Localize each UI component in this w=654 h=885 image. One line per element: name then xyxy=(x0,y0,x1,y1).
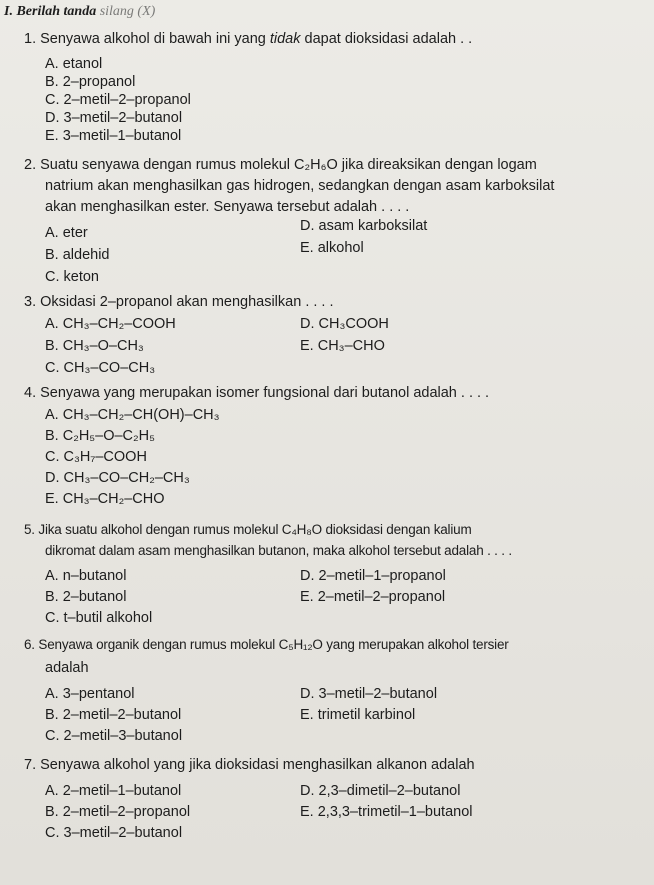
question-5-option-d: D. 2–metil–1–propanol xyxy=(300,568,446,584)
question-6-stem-line-2: adalah xyxy=(45,660,89,676)
section-header xyxy=(4,4,155,20)
question-7-option-e: E. 2,3,3–trimetil–1–butanol xyxy=(300,804,473,820)
question-2-option-c: C. keton xyxy=(45,269,99,285)
question-4-stem: 4. Senyawa yang merupakan isomer fungsional dari butanol adalah . . . . xyxy=(24,385,490,401)
question-6-option-b: B. 2–metil–2–butanol xyxy=(45,707,182,723)
question-3-option-e: E. CH₃–CHO xyxy=(300,338,385,354)
question-5-option-e: E. 2–metil–2–propanol xyxy=(300,589,446,605)
question-1-emphasis: tidak xyxy=(269,31,301,47)
question-5-stem-line-2: dikromat dalam asam menghasilkan butanon, maka alkohol tersebut adalah . . . . xyxy=(45,543,512,558)
question-1-option-e: E. 3–metil–1–butanol xyxy=(45,128,182,144)
question-4-option-e: E. CH₃–CH₂–CHO xyxy=(45,491,165,507)
question-3-option-d: D. CH₃COOH xyxy=(300,316,389,332)
question-7-option-a: A. 2–metil–1–butanol xyxy=(45,783,182,799)
question-2-stem-line-1: 2. Suatu senyawa dengan rumus molekul C₂H₆O jika direaksikan dengan logam xyxy=(24,157,537,173)
question-2-option-e: E. alkohol xyxy=(300,240,364,256)
question-1-option-b: B. 2–propanol xyxy=(45,74,136,90)
question-5-stem-line-1: 5. Jika suatu alkohol dengan rumus molekul C₄H₈O dioksidasi dengan kalium xyxy=(24,522,472,537)
question-3-stem: 3. Oksidasi 2–propanol akan menghasilkan . . . . xyxy=(24,294,334,310)
question-5-option-b: B. 2–butanol xyxy=(45,589,127,605)
question-6-option-a: A. 3–pentanol xyxy=(45,686,135,702)
question-4-option-d: D. CH₃–CO–CH₂–CH₃ xyxy=(45,470,190,486)
question-7-stem: 7. Senyawa alkohol yang jika dioksidasi menghasilkan alkanon adalah xyxy=(24,757,475,773)
question-4-option-a: A. CH₃–CH₂–CH(OH)–CH₃ xyxy=(45,407,220,423)
question-6-option-d: D. 3–metil–2–butanol xyxy=(300,686,438,702)
question-4-option-c: C. C₃H₇–COOH xyxy=(45,449,147,465)
question-7-option-d: D. 2,3–dimetil–2–butanol xyxy=(300,783,461,799)
question-6-option-e: E. trimetil karbinol xyxy=(300,707,416,723)
question-2-stem-line-2: natrium akan menghasilkan gas hidrogen, sedangkan dengan asam karboksilat xyxy=(45,178,555,194)
question-3-option-c: C. CH₃–CO–CH₃ xyxy=(45,360,156,376)
question-3-option-b: B. CH₃–O–CH₃ xyxy=(45,338,144,354)
question-5-option-a: A. n–butanol xyxy=(45,568,127,584)
question-7-option-b: B. 2–metil–2–propanol xyxy=(45,804,191,820)
question-6-option-c: C. 2–metil–3–butanol xyxy=(45,728,183,744)
question-1-stem: 1. Senyawa alkohol di bawah ini yang tidak dapat dioksidasi adalah . . xyxy=(24,31,473,47)
section-title-faded: silang (X) xyxy=(99,4,156,19)
question-4-option-b: B. C₂H₅–O–C₂H₅ xyxy=(45,428,155,444)
question-1-option-a: A. etanol xyxy=(45,56,103,72)
question-6-stem-line-1: 6. Senyawa organik dengan rumus molekul C₅H₁₂O yang merupakan alkohol tersier xyxy=(24,637,509,652)
question-3-option-a: A. CH₃–CH₂–COOH xyxy=(45,316,176,332)
question-1-option-d: D. 3–metil–2–butanol xyxy=(45,110,183,126)
section-title: I. Berilah tanda xyxy=(4,4,97,19)
question-5-option-c: C. t–butil alkohol xyxy=(45,610,153,626)
question-1-option-c: C. 2–metil–2–propanol xyxy=(45,92,191,108)
question-2-option-a: A. eter xyxy=(45,225,88,241)
question-2-stem-line-3: akan menghasilkan ester. Senyawa tersebut adalah . . . . xyxy=(45,199,410,215)
question-7-option-c: C. 3–metil–2–butanol xyxy=(45,825,183,841)
question-2-option-d: D. asam karboksilat xyxy=(300,218,428,234)
question-2-option-b: B. aldehid xyxy=(45,247,110,263)
